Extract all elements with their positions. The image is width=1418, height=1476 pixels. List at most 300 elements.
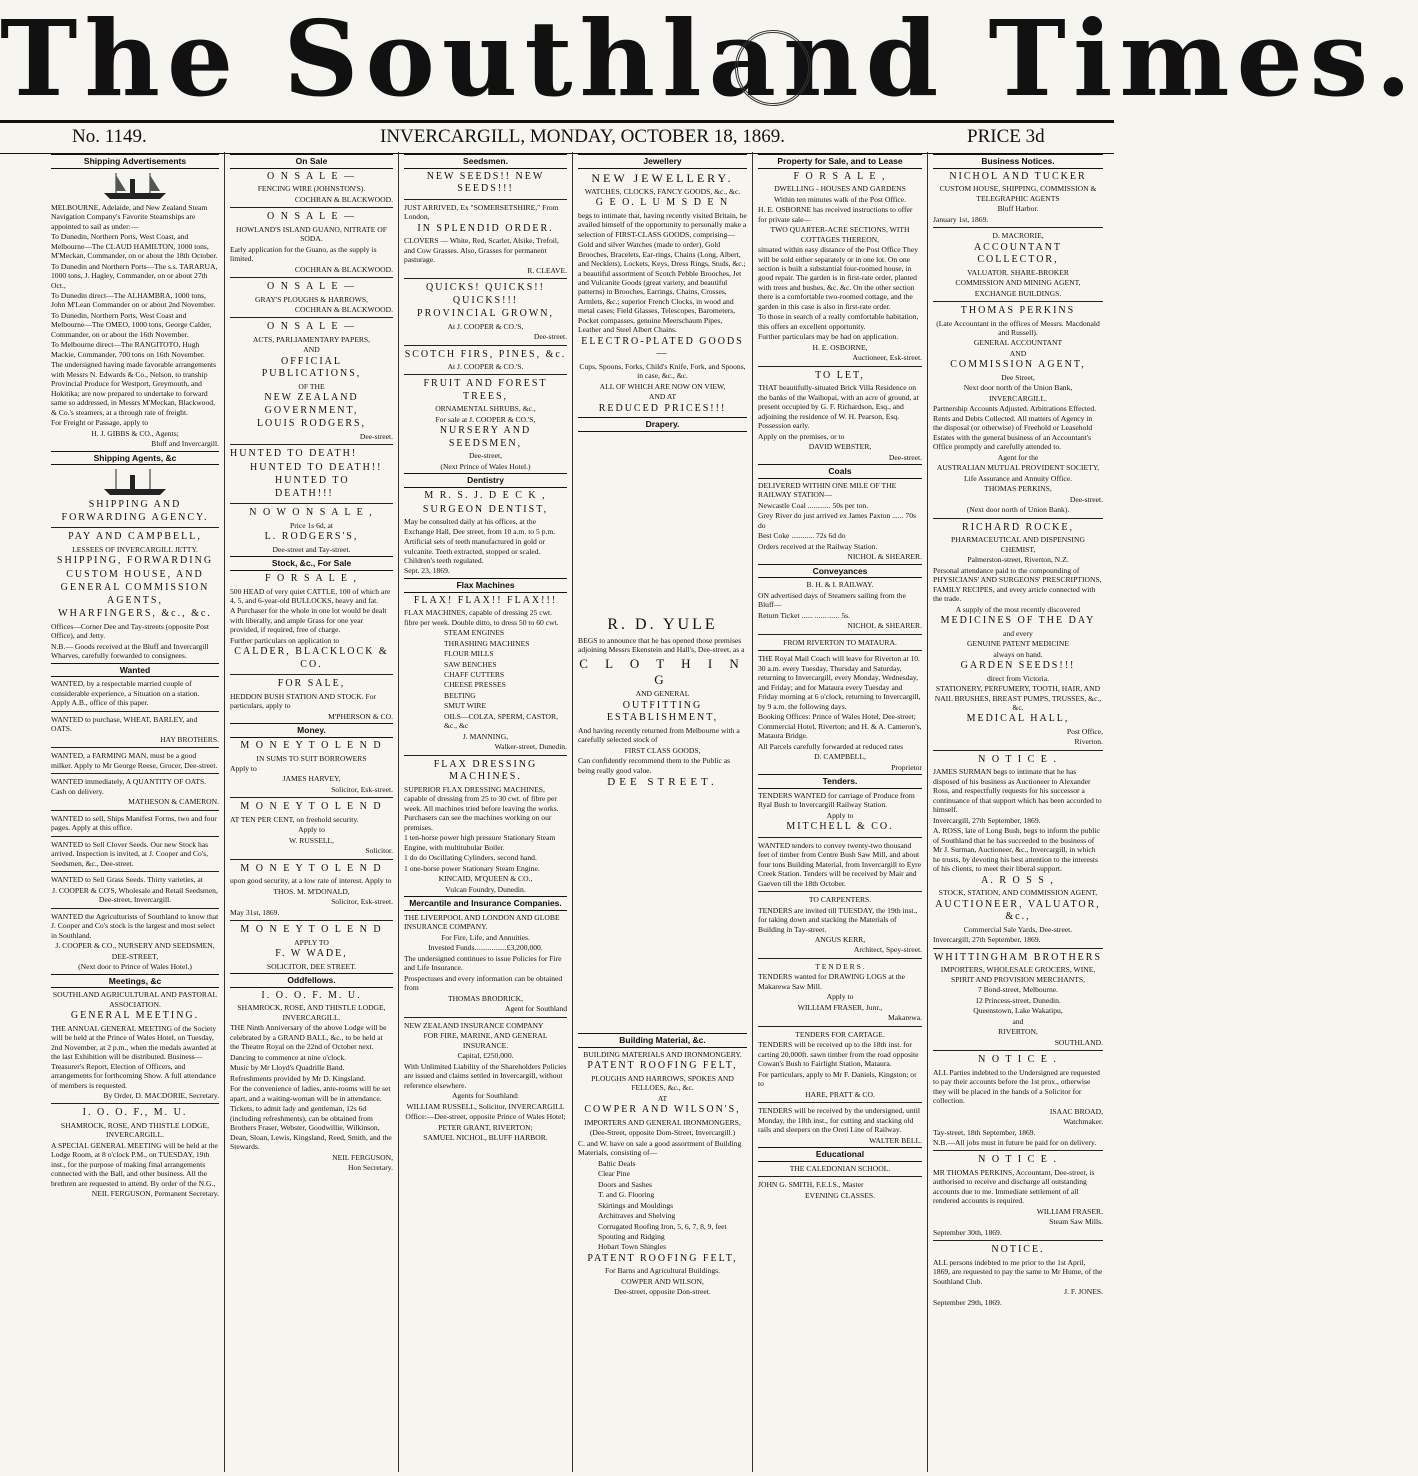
signature: Solicitor, Esk-street.	[331, 784, 393, 794]
paragraph: Personal attendance paid to the compounding of PHYSICIANS' AND SURGEONS' PRESCRIPTIONS, FAMILY RECIPES, and every article connected with the trade.	[933, 565, 1102, 604]
signature: At J. COOPER & CO.'S.	[447, 362, 524, 371]
text: MEDICINES OF THE DAY	[940, 615, 1096, 627]
text: direct from Victoria.	[986, 673, 1050, 683]
list-item: T. and G. Flooring	[598, 1190, 655, 1200]
paragraph: ALL persons indebted to me prior to the 1st April, 1869, are requested to pay the same to Mr Hume, of the Southland Club.	[933, 1257, 1103, 1286]
ad-heading: FLAX DRESSING MACHINES.	[433, 758, 538, 783]
paragraph: Partnership Accounts Adjusted. Arbitrations Effected. Rents and Debts Collected. All matters of Agency in the disposal (or otherwise) of Freehold or Leasehold Estates with the general business of an Accountant's Office promptly and carefully attended to.	[933, 404, 1097, 452]
ad-heading: HUNTED TO DEATH!	[230, 448, 358, 460]
text: Newcastle Coal ............ 50s per ton.	[758, 500, 869, 510]
paragraph: Further particulars on application to	[230, 635, 340, 645]
paragraph: 1 ten-horse power high pressure Stationary Steam Engine, with multitubular Boiler.	[404, 833, 556, 852]
ad-heading: NEW ZEALAND INSURANCE COMPANY	[404, 1020, 544, 1030]
section-heading: Wanted	[51, 663, 219, 678]
text: HOWLAND'S ISLAND GUANO, NITRATE OF SODA.	[236, 224, 387, 244]
paragraph: N.B.—All jobs must in future be paid for on delivery.	[933, 1138, 1097, 1147]
list-item: Hobart Town Shingles	[598, 1242, 667, 1252]
stamp-seal	[735, 30, 811, 106]
text: Dee Street,	[1001, 372, 1035, 382]
column-6	[928, 152, 1108, 1470]
text: Apply to	[826, 992, 854, 1002]
text: ELECTRO-PLATED GOODS—	[581, 335, 744, 360]
ad-heading: FRUIT AND FOREST TREES,	[423, 378, 548, 402]
signature: CALDER, BLACKLOCK & CO.	[234, 646, 389, 670]
text: LESSEES OF INVERCARGILL JETTY.	[72, 544, 198, 554]
signature: COWPER AND WILSON,	[621, 1276, 704, 1286]
text: Agent for the	[997, 452, 1039, 462]
ad-heading: T E N D E R S .	[815, 961, 865, 971]
sailing: To Dunedin, Northern Ports, West Coast, and Melbourne—The CLAUD HAMILTON, 1000 tons, M'Meckan, Commander, on or about the 18th October.	[51, 232, 218, 261]
signature: COCHRAN & BLACKWOOD.	[294, 305, 393, 314]
ad-heading: O N S A L E —	[267, 281, 356, 293]
signature: J. F. JONES.	[1064, 1287, 1103, 1297]
text: SAMUEL NICHOL, BLUFF HARBOR.	[423, 1132, 548, 1142]
signature: Hon Secretary.	[347, 1163, 393, 1173]
section-heading: Dentistry	[404, 473, 567, 488]
wanted-ad: WANTED the Agriculturists of Southland to know that J. Cooper and Co's stock is the largest and most select in Southland.	[51, 911, 219, 940]
text: GENERAL ACCOUNTANT	[973, 338, 1063, 348]
signature: M'PHERSON & CO.	[328, 711, 393, 721]
paragraph: Offices—Corner Dee and Tay-streets (opposite Post Office), and Jetty.	[51, 621, 209, 641]
section-heading: Meetings, &c	[51, 974, 219, 989]
text: AT	[657, 1093, 668, 1103]
paragraph: THE Royal Mail Coach will leave for Riverton at 10. 30 a.m. every Tuesday, Thursday and Saturday, returning to Invercargill, every Monday, Wednesday, and Friday; and for Mataura every Tuesday and Friday morning at 6 o'clock, returning to Invercargill, by 9 a.m. the following days.	[758, 654, 921, 711]
signature: COCHRAN & BLACKWOOD.	[294, 264, 393, 274]
signature: Dee-street.	[888, 452, 922, 462]
paragraph: And having recently returned from Melbourne with a carefully selected stock of	[578, 725, 740, 745]
text: AND GENERAL	[635, 689, 690, 699]
text: AUSTRALIAN MUTUAL PROVIDENT SOCIETY,	[936, 463, 1100, 473]
paragraph: FLAX MACHINES, capable of dressing 25 cwt. fibre per week. Double ditto, to dress 50 to 60 cwt.	[404, 608, 559, 627]
column-1	[46, 152, 224, 1470]
paragraph: BEGS to announce that he has opened those premises adjoining Messrs Ekenstein and Hall's, Dee-street, as a	[578, 635, 745, 655]
signature: A. R O S S ,	[981, 874, 1055, 886]
text: GENERAL COMMISSION AGENTS,	[60, 582, 210, 606]
ad-heading: N O W O N S A L E ,	[249, 507, 374, 519]
text: GARDEN SEEDS!!!	[960, 660, 1076, 672]
date: September 30th, 1869.	[933, 1227, 1002, 1237]
paragraph: ON advertised days of Steamers sailing from the Bluff—	[758, 590, 906, 610]
text: JOHN G. SMITH, F.E.I.S., Master	[758, 1180, 864, 1190]
text: always on hand.	[993, 649, 1043, 659]
signature: MITCHELL & CO.	[786, 821, 894, 833]
text: SHIPPING, FORWARDING	[56, 555, 214, 567]
date: Invercargill, 27th September, 1869.	[933, 935, 1041, 945]
text: NURSERY AND SEEDSMEN,	[439, 425, 532, 449]
ad-heading: FLAX! FLAX!! FLAX!!!	[413, 594, 558, 606]
section-heading: Shipping Agents, &c	[51, 451, 219, 466]
text: REDUCED PRICES!!!	[598, 402, 727, 414]
signature: Dee-street and Tay-street.	[272, 544, 351, 554]
ad-heading: QUICKS! QUICKS!! QUICKS!!!	[426, 282, 545, 306]
paragraph: For Freight or Passage, apply to	[51, 418, 149, 428]
paragraph: Further particulars may be had on application.	[758, 332, 899, 342]
masthead	[0, 0, 1418, 122]
paragraph: CLOVERS — White, Red, Scarlet, Alsike, Trefoil, and Cow Grasses. Also, Grasses for permanent pasturage.	[404, 236, 559, 265]
ad-heading: RICHARD ROCKE,	[962, 521, 1074, 533]
ad-heading: PAY AND CAMPBELL,	[68, 531, 202, 543]
ad-heading: O N S A L E —	[267, 170, 356, 182]
signature: DAVID WEBSTER,	[808, 442, 872, 452]
text: SOUTHLAND.	[1054, 1037, 1103, 1047]
text: AND AT	[648, 392, 677, 402]
text: GRAY'S PLOUGHS & HARROWS,	[255, 294, 368, 304]
section-heading: Business Notices.	[933, 154, 1103, 169]
text: FIRST CLASS GOODS,	[624, 745, 701, 755]
text: Palmerston-street, Riverton, N.Z.	[967, 555, 1069, 565]
paragraph: 500 HEAD of very quiet CATTLE, 100 of which are 4, 5, and 6-year-old BULLOCKS, heavy and fat.	[230, 586, 391, 605]
ad-heading: NOTICE.	[991, 1244, 1045, 1256]
text: (Dee-Street, opposite Dom-Street, Invercargill.)	[589, 1128, 736, 1138]
text: Apply to	[826, 810, 854, 820]
section-heading: Money.	[230, 723, 393, 738]
text: Invested Funds.................£3,200,000.	[428, 943, 543, 953]
text: and every	[1003, 628, 1033, 638]
paragraph: Booking Offices: Prince of Wales Hotel, Dee-street; Commercial Hotel, Riverton; and H. & A. Cameron's, Mataura Bridge.	[758, 712, 922, 741]
ad-heading: G E O. L U M S D E N	[595, 197, 730, 209]
ad-heading: SHIPPING AND FORWARDING AGENCY.	[61, 499, 209, 523]
paragraph: A SPECIAL GENERAL MEETING will be held at the Lodge Room, at 8 o'clock P.M., on TUESDAY, 19th inst., for the purpose of making final arrangements connected with the Ball, and other business. All the brethren are requested to attend. By order of the N.G.,	[51, 1140, 218, 1188]
signature: Proprietor	[891, 762, 922, 772]
text: IN SUMS TO SUIT BORROWERS	[256, 753, 367, 763]
ad-heading: SCOTCH FIRS, PINES, &c.	[404, 348, 567, 360]
text: WHARFINGERS, &c., &c.	[58, 608, 212, 620]
text: (Next Prince of Wales Hotel.)	[440, 461, 531, 471]
paragraph: DELIVERED WITHIN ONE MILE OF THE RAILWAY STATION—	[758, 480, 897, 500]
list-item: Architraves and Shelving	[598, 1211, 676, 1221]
ad-heading: R. D. YULE	[607, 615, 718, 633]
signature: THOMAS BRODRICK,	[447, 993, 524, 1003]
ad-heading: SOUTHLAND AGRICULTURAL AND PASTORAL ASSOCIATION.	[52, 990, 218, 1009]
text: Orders received at the Railway Station.	[758, 541, 878, 551]
section-heading: Stock, &c., For Sale	[230, 556, 393, 571]
signature: Dee-street.	[359, 431, 393, 441]
ad-heading: M R. S. J. D E C K ,	[424, 490, 547, 502]
text: OUTFITTING ESTABLISHMENT,	[606, 699, 719, 724]
paragraph: Refreshments provided by Mr D. Kingsland.	[230, 1073, 366, 1083]
ad-heading: SHAMROCK, ROSE, AND THISTLE LODGE, INVERCARGILL.	[60, 1120, 210, 1140]
paragraph: To those in search of a really comfortable habitation, this offers an excellent opportunity.	[758, 312, 919, 331]
list-item: FLOUR MILLS	[444, 649, 494, 659]
paragraph: 1 do do Oscillating Cylinders, second hand.	[404, 853, 537, 863]
list-item: THRASHING MACHINES	[444, 638, 530, 648]
text: Next door north of the Union Bank,	[963, 383, 1073, 393]
signature: At J. COOPER & CO.'S,	[447, 321, 524, 331]
text: PLOUGHS AND HARROWS, SPOKES AND FELLOES, &c., &c.	[591, 1073, 734, 1093]
column-5	[753, 152, 927, 1470]
column-3	[399, 152, 572, 1470]
paragraph: WANTED tenders to convey twenty-two thousand feet of timber from Centre Bush Saw Mill, and about four tons Building Material, from Invercargill to Eyre Creek Station. Tenders will be received by Mair and Gaeven till the 18th October.	[758, 840, 922, 888]
paragraph: For particulars, apply to Mr F. Daniels, Kingston; or to	[758, 1069, 917, 1089]
text: STOCK, STATION, AND COMMISSION AGENT,	[938, 888, 1098, 898]
list-item: Corrugated Roofing Iron, 5, 6, 7, 8, 9, feet	[598, 1221, 727, 1231]
wanted-ad: WANTED to purchase, WHEAT, BARLEY, and OATS.	[51, 714, 198, 734]
text: Queenstown, Lake Wakatipu,	[973, 1006, 1063, 1016]
ad-heading: TENDERS FOR CARTAGE.	[795, 1029, 885, 1039]
signature: ANGUS KERR,	[814, 935, 866, 944]
signature: J. MANNING,	[462, 731, 509, 741]
text: OF THE	[298, 381, 325, 391]
paragraph: Can confidently recommend them to the Public as being really good value.	[578, 756, 731, 775]
text: For sale at J. COOPER & CO.'S,	[435, 414, 536, 424]
paragraph: Tickets, to admit lady and gentleman, 12s 6d (including refreshments), can be obtained from Brothers Fraser, Webster, Goodwillie, Wilkinson, Dean, Sloan, Lewis, Kingsland, Reed, Smith, and the Stewards.	[230, 1104, 392, 1152]
text: COMMISSION AGENT,	[950, 359, 1086, 371]
section-heading: Building Material, &c.	[578, 1033, 747, 1048]
ad-heading: N O T I C E .	[978, 1154, 1058, 1166]
paragraph: All Parcels carefully forwarded at reduced rates	[758, 741, 904, 751]
signature: Auctioneer, Esk-street.	[852, 353, 922, 363]
text: EXCHANGE BUILDINGS.	[974, 288, 1062, 298]
signature: R. CLEAVE.	[527, 265, 567, 275]
text: AUCTIONEER, VALUATOR, &c.,	[935, 898, 1101, 923]
ad-heading: I. O. O. F., M. U.	[82, 1107, 188, 1119]
signature: Solicitor, Esk-street.	[331, 897, 393, 907]
paragraph: The undersigned continues to issue Policies for Fire and Life Insurance.	[404, 953, 562, 973]
ad-heading: F O R S A L E ,	[265, 573, 358, 585]
signature: NICHOL & SHEARER.	[847, 621, 922, 631]
text: AT TEN PER CENT, on freehold security.	[230, 814, 359, 824]
text: upon good security, at a low rate of interest. Apply to	[230, 876, 392, 886]
wanted-ad: WANTED, by a respectable married couple of considerable experience, a Situation on a station. Apply A.B., office of this paper.	[51, 679, 200, 708]
text: Dee-street,	[468, 451, 503, 461]
text: STATIONERY, PERFUMERY, TOOTH, HAIR, AND NAIL BRUSHES, BREAST PUMPS, TRUSSES, &c., &c.	[934, 684, 1102, 712]
paragraph: For the convenience of ladies, ante-rooms will be set apart, and a waiting-woman will be in attendance.	[230, 1084, 391, 1103]
paragraph: Music by Mr Lloyd's Quadrille Band.	[230, 1063, 345, 1073]
text: Riverton.	[1074, 737, 1103, 747]
signature: Vulcan Foundry, Dunedin.	[445, 884, 526, 894]
text: A supply of the most recently discovered	[955, 604, 1081, 614]
paragraph: 1 one-horse power Stationary Steam Engine.	[404, 863, 540, 873]
text: AND	[303, 345, 320, 355]
ad-heading: SURGEON DENTIST,	[422, 503, 549, 515]
ad-heading: D. MACRORIE,	[992, 231, 1044, 241]
paragraph: begs to intimate that, having recently visited Britain, he availed himself of the opportunity to personally make a selection of FIRST-CLASS GOODS, comprising—	[578, 210, 747, 239]
paragraph: THE ANNUAL GENERAL MEETING of the Society will be held at the Prince of Wales Hotel, on Tuesday, 2nd November, at 2 p.m., when the medals awarded at the last Exhibition will be distributed. Business—Treasurer's Report, Election of Officers, and arrangements for forthcoming Show. A full attendance of members is requested.	[51, 1023, 217, 1090]
paragraph: TENDERS are invited till TUESDAY, the 19th inst., for taking down and stacking the Materials of Building in Tay-street.	[758, 905, 918, 934]
column-2	[225, 152, 398, 1470]
text: Return Ticket ...... ...... ...... 5s.	[758, 610, 850, 620]
signature: THOMAS PERKINS,	[984, 484, 1052, 494]
list-item: CHAFF CUTTERS	[444, 669, 505, 679]
paragraph: The undersigned having made favorable arrangements with Messrs N. Edwards & Co., Nelson, to tranship Provincial Produce for Westport, Greymouth, and Hokitika; are now prepared to undertake to forward same so addressed, in Messrs M'Meckan, Blackwood, & Co.'s steamers, at a through rate of freight.	[51, 360, 217, 417]
sailing: To Dunedin, Northern Ports, West Coast and Melbourne—The OMEO, 1000 tons, George Calder, Commander, on or about the 16th November.	[51, 310, 212, 339]
text: RIVERTON,	[998, 1027, 1038, 1037]
text: Grey River do just arrived ex James Paxton ...... 70s do	[758, 511, 916, 530]
signature: KINCAID, M'QUEEN & CO.,	[438, 874, 533, 884]
ad-heading: GENERAL MEETING.	[70, 1010, 200, 1022]
ad-heading: THOMAS PERKINS	[960, 305, 1076, 316]
text: GENUINE PATENT MEDICINE	[966, 639, 1070, 649]
text: WATCHES, CLOCKS, FANCY GOODS, &c., &c.	[584, 186, 741, 196]
signature: Architect, Spey-street.	[853, 945, 922, 955]
paragraph: TENDERS will be received up to the 18th inst. for carting 20,000ft. sawn timber from the road opposite Cowan's Bush to Fairlight Station, Mataura.	[758, 1040, 919, 1069]
text: TWO QUARTER-ACRE SECTIONS, WITH COTTAGES THEREON,	[770, 225, 910, 244]
text: FENCING WIRE (JOHNSTON'S).	[257, 184, 366, 194]
list-item: STEAM ENGINES	[444, 628, 505, 638]
ad-heading: COWPER AND WILSON'S,	[584, 1104, 741, 1116]
list-item: Doors and Sashes	[598, 1179, 652, 1189]
paragraph: TENDERS will be received by the undersigned, until Monday, the 18th inst., for cutting and stacking old rails and sleepers on the Oreti Line of Railway.	[758, 1106, 920, 1135]
ad-heading: FROM RIVERTON TO MATAURA.	[783, 637, 897, 647]
text: Bluff Harbor.	[997, 204, 1039, 214]
ad-heading: WHITTINGHAM BROTHERS	[933, 951, 1103, 963]
text: ORNAMENTAL SHRUBS, &c.,	[435, 404, 536, 414]
signature: Walker-street, Dunedin.	[494, 742, 567, 752]
text: Commercial Sale Yards, Dee-street.	[963, 924, 1073, 934]
newspaper-title: The Southland Times.	[0, 0, 1418, 120]
paragraph: THAT beautifully-situated Brick Villa Residence on the banks of the Waihopai, with an acre of ground, at present occupied by G. F. Richardson, Esq., and adjoining the residence of W. H. Pearson, Esq. Possession early.	[758, 383, 919, 431]
signature: DEE-STREET,	[111, 951, 159, 961]
signature: Steam Saw Mills.	[1049, 1217, 1103, 1227]
ad-heading: PATENT ROOFING FELT,	[587, 1060, 738, 1072]
place-date: INVERCARGILL, MONDAY, OCTOBER 18, 1869.	[380, 126, 786, 147]
ad-heading: M O N E Y T O L E N D	[240, 924, 383, 936]
signature: H. E. OSBORNE,	[812, 342, 868, 352]
ad-heading: TO LET,	[815, 369, 865, 381]
signature: (Next door to Prince of Wales Hotel.)	[78, 962, 192, 972]
text: JUST ARRIVED, Ex "SOMERSETSHIRE," From London,	[404, 202, 559, 222]
text: Life Assurance and Annuity Office.	[963, 473, 1073, 483]
signature: JAMES HARVEY,	[282, 774, 341, 784]
section-heading: Flax Machines	[404, 578, 567, 593]
signature: NEIL FERGUSON,	[332, 1152, 393, 1162]
text: NEW ZEALAND GOVERNMENT,	[264, 392, 359, 416]
signature: THOS. M. M'DONALD,	[273, 886, 350, 896]
ad-heading: B. H. & I. RAILWAY.	[806, 580, 874, 590]
date: Invercargill, 27th September, 1869.	[933, 815, 1041, 825]
signature: SOLICITOR, DEE STREET.	[266, 961, 357, 971]
text: FOR FIRE, MARINE, AND GENERAL INSURANCE.	[423, 1031, 548, 1050]
ad-heading: F O R S A L E ,	[793, 170, 887, 182]
list-item: Skirtings and Mouldings	[598, 1200, 674, 1210]
date: Tay-street, 18th September, 1869.	[933, 1127, 1036, 1137]
ad-heading: SHAMROCK, ROSE, AND THISTLE LODGE, INVERCARGILL.	[237, 1003, 386, 1022]
section-heading: Oddfellows.	[230, 973, 393, 988]
section-heading: Conveyances	[758, 564, 922, 579]
text: COMMISSION AND MINING AGENT,	[955, 278, 1081, 288]
section-heading: Property for Sale, and to Lease	[758, 154, 922, 169]
signature: WALTER BELL.	[869, 1135, 922, 1145]
signature: MATHESON & CAMERON.	[128, 797, 219, 807]
signature: F. W WADE,	[275, 948, 348, 960]
issue-number: No. 1149.	[72, 126, 147, 147]
wanted-ad: WANTED to Sell Grass Seeds. Thirty varieties, at	[51, 875, 203, 885]
text: Apply to	[230, 763, 257, 773]
ad-heading: FOR SALE,	[277, 678, 346, 690]
text: CUSTOM HOUSE, AND	[66, 568, 204, 580]
ad-heading: N O T I C E .	[978, 1054, 1058, 1066]
text: EVENING CLASSES.	[804, 1190, 876, 1200]
paragraph: Gold and silver Watches (made to order), Gold Brooches, Bracelets, Ear-rings, Chains (Long, Albert, and Necklets), Lockets, Keys, Dress Rings, Studs, &c.; a beautiful assortment of Scotch Pebble Brooches, Jet and Vulcanite Goods (great variety, and beautiful patterns) in Brooches, Earrings, Chains, Crosses, Armlets, &c.; superior French Clocks, in wood and metal cases; Field Glasses, Telescopes, Barometers, Pocket compasses, genuine Meerschaum Pipes, Leather and Steel Albert Chains.	[578, 240, 746, 335]
paragraph: situated within easy distance of the Post Office They will be sold either separately or in one lot. On one section is built a substantial four-roomed house, in good repair. The garden is in first-rate order, planted with trees and bushes, &c. &c. On the other section there is a comfortable two-roomed cottage, and the garden in this case is also in first-rate order.	[758, 245, 918, 311]
list-item: Spouting and Ridging	[598, 1231, 665, 1241]
text: INVERCARGILL.	[988, 393, 1047, 403]
text: Capital, £250,000.	[457, 1051, 514, 1061]
ad-heading: M O N E Y T O L E N D	[240, 862, 383, 874]
signature: H. J. GIBBS & CO., Agents;	[91, 428, 179, 438]
date: May 31st, 1869.	[230, 907, 280, 917]
signature: Dee-street.	[533, 332, 567, 342]
date: Sept. 23, 1869.	[404, 566, 450, 576]
section-heading: Educational	[758, 1147, 922, 1162]
signature: Dee-street.	[1069, 494, 1103, 504]
paragraph: Early application for the Guano, as the supply is limited.	[230, 244, 377, 264]
text: AND	[1009, 348, 1027, 358]
ad-heading: M O N E Y T O L E N D	[240, 740, 383, 751]
text: DWELLING - HOUSES AND GARDENS	[774, 184, 906, 194]
ad-heading: M O N E Y T O L E N D	[240, 801, 383, 813]
section-heading: Shipping Advertisements	[51, 154, 219, 169]
section-heading: Mercantile and Insurance Companies.	[404, 896, 567, 911]
signature: Makarewa.	[888, 1013, 922, 1023]
column-4	[573, 152, 752, 1470]
paragraph: Artificial sets of teeth manufactured in gold or vulcanite. Teeth extracted, stopped or scaled. Children's teeth regulated.	[404, 537, 546, 565]
signature: J. COOPER & CO., NURSERY AND SEEDSMEN,	[55, 941, 215, 951]
ad-heading: TO CARPENTERS.	[808, 895, 872, 905]
text: MEDICAL HALL,	[966, 713, 1070, 725]
list-item: SMUT WIRE	[444, 701, 487, 711]
text: OFFICIAL PUBLICATIONS,	[261, 355, 362, 380]
section-heading: Jewellery	[578, 154, 747, 169]
ad-heading: HUNTED TO DEATH!!!	[275, 475, 350, 499]
paragraph: SUPERIOR FLAX DRESSING MACHINES, capable of dressing from 25 to 30 cwt. of fibre per week. All machines tried before leaving the works. Purchasers can see the machines working on our premises.	[404, 784, 559, 832]
paragraph: MR THOMAS PERKINS, Accountant, Dee-street, is authorised to receive and discharge all outstanding accounts due to me. Immediate settlement of all rendered accounts is required.	[933, 1167, 1095, 1206]
paragraph: With Unlimited Liability of the Shareholders Policies are issued and claims settled in Invercargill, without reference elsewhere.	[404, 1061, 567, 1090]
ad-heading: PATENT ROOFING FELT,	[587, 1252, 738, 1264]
sailing: To Dunedin direct—The ALHAMBRA, 1000 tons, John M'Lean Commander on or about 2nd November.	[51, 290, 216, 310]
text: For Barns and Agricultural Buildings.	[605, 1266, 720, 1276]
ad-heading: DEE STREET.	[607, 776, 718, 789]
ad-heading: PROVINCIAL GROWN,	[417, 308, 554, 320]
signature: L. RODGERS'S,	[264, 531, 359, 543]
paragraph: HEDDON BUSH STATION AND STOCK. For particulars, apply to	[230, 691, 377, 711]
text: 12 Princess-street, Dunedin.	[975, 995, 1061, 1005]
section-heading: On Sale	[230, 154, 393, 169]
signature: WILLIAM FRASER.	[1036, 1206, 1103, 1216]
wanted-ad: WANTED, a FARMING MAN, must be a good milker. Apply to Mr George Reese, Grocer, Dee-street.	[51, 751, 218, 770]
signature: WILLIAM FRASER, Junr.,	[797, 1002, 883, 1012]
text: ALL OF WHICH ARE NOW ON VIEW,	[599, 381, 726, 391]
ad-heading: I. O. O. F. M. U.	[261, 989, 362, 1001]
text: IMPORTERS, WHOLESALE GROCERS, WINE, SPIRIT AND PROVISION MERCHANTS,	[940, 965, 1096, 984]
paragraph: TENDERS wanted for DRAWING LOGS at the Makarewa Saw Mill.	[758, 972, 906, 991]
ad-heading: HUNTED TO DEATH!!	[250, 461, 383, 473]
text: and	[1012, 1016, 1024, 1026]
signature: NICHOL & SHEARER.	[847, 552, 922, 562]
ad-heading: THE CALEDONIAN SCHOOL.	[789, 1163, 891, 1173]
ad-heading: N O T I C E .	[978, 753, 1058, 765]
list-item: Baltic Deals	[598, 1158, 636, 1168]
shipping-intro: MELBOURNE, Adelaide, and New Zealand Steam Navigation Company's Favorite Steamships are appointed to sail as under:—	[51, 202, 208, 231]
text: Cups, Spoons, Forks, Child's Knife, Fork, and Spoons, in case, &c., &c.	[579, 361, 746, 381]
text: WILLIAM RUSSELL, Solicitor, INVERCARGILL	[406, 1101, 565, 1111]
wanted-ad: WANTED to sell, Ships Manifest Forms, two and four pages. Apply at this office.	[51, 813, 217, 833]
text: Post Office,	[1066, 726, 1103, 736]
text: PETER GRANT, RIVERTON;	[438, 1122, 533, 1132]
ad-heading: NEW SEEDS!! NEW SEEDS!!!	[426, 170, 545, 195]
text: Price 1s 6d, at	[289, 520, 334, 530]
paragraph: N.B.— Goods received at the Bluff and Invercargill Wharves, carefully forwarded to consignees.	[51, 641, 209, 661]
text: Within ten minutes walk of the Post Office.	[773, 194, 906, 204]
paragraph: THE Ninth Anniversary of the above Lodge will be celebrated by a GRAND BALL, &c., to be held at the Theatre Royal on the 22nd of October next.	[230, 1023, 387, 1052]
text: PHARMACEUTICAL AND DISPENSING CHEMIST,	[951, 535, 1085, 554]
list-item: CHEESE PRESSES	[444, 680, 506, 690]
signature: COCHRAN & BLACKWOOD.	[294, 194, 393, 204]
paragraph: C. and W. have on sale a good assortment of Building Materials, consisting of—	[578, 1138, 742, 1158]
text: For Fire, Life, and Annuities.	[441, 932, 530, 942]
list-item: SAW BENCHES	[444, 659, 497, 669]
signature: NEIL FERGUSON, Permanent Secretary.	[91, 1189, 219, 1199]
